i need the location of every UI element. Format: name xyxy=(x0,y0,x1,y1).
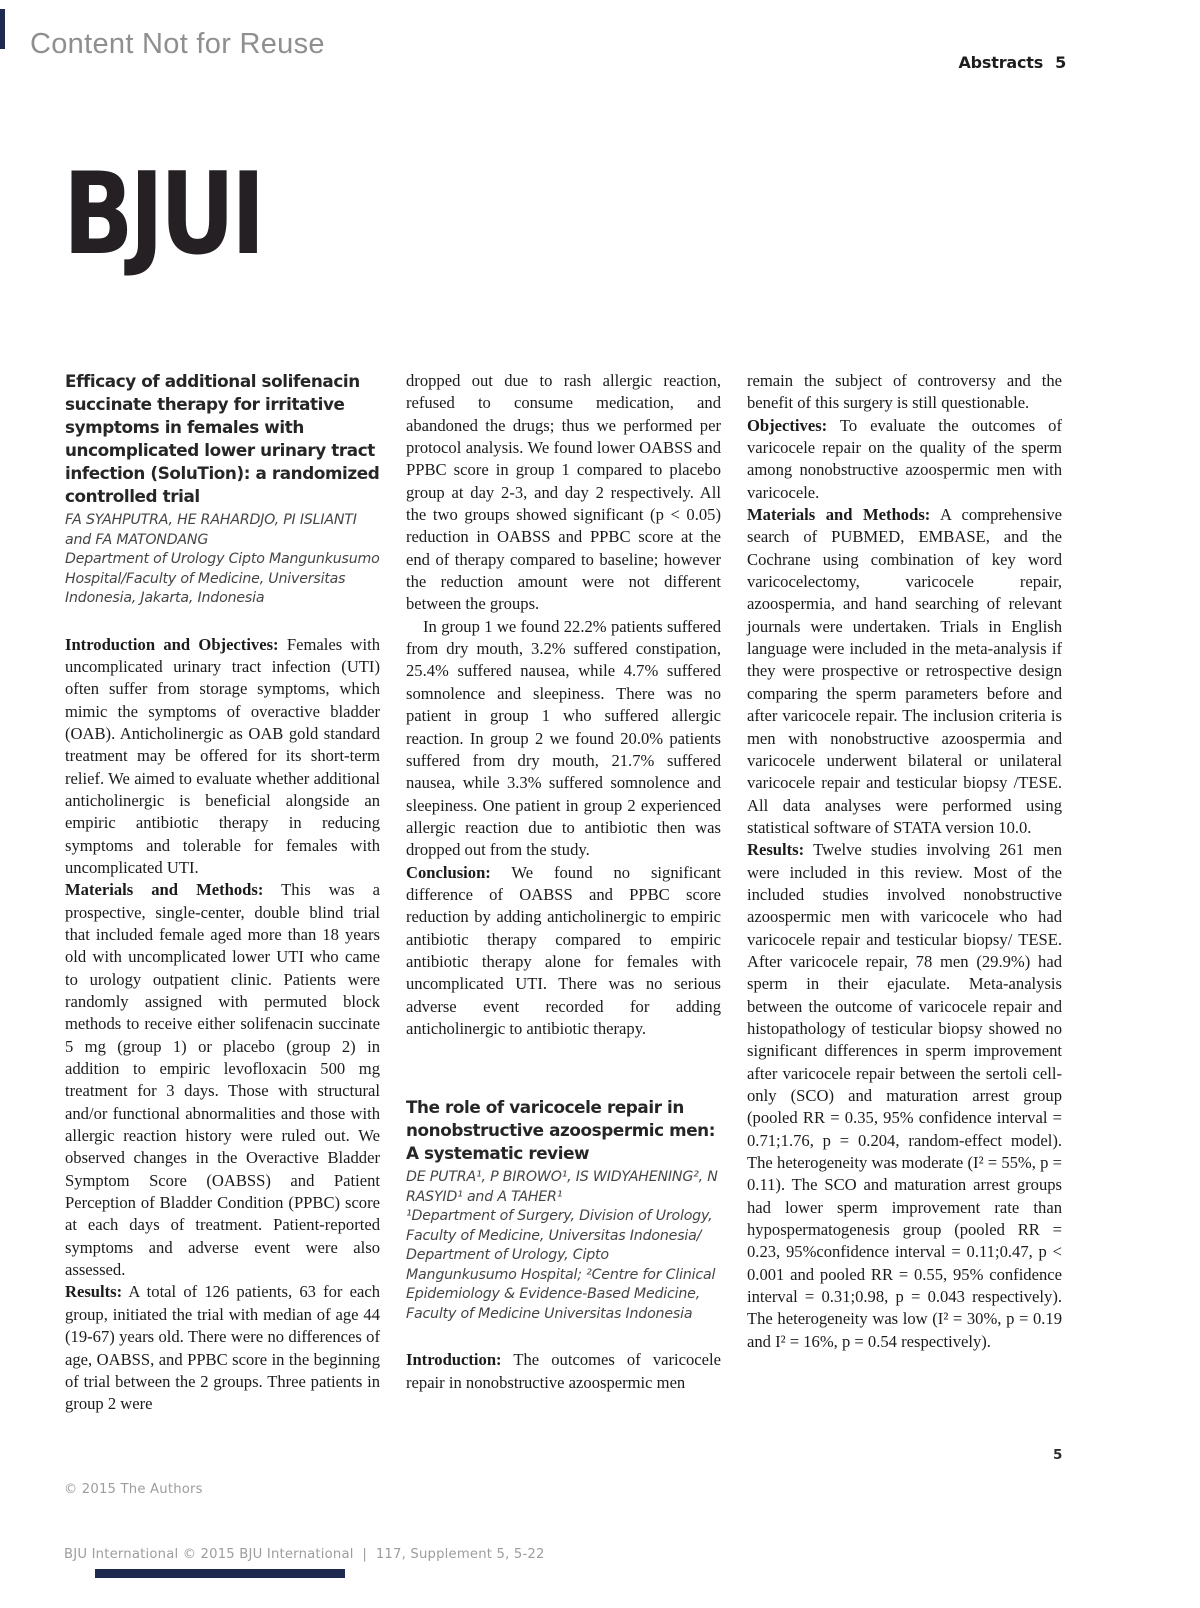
abstract1-column1-text xyxy=(65,634,380,1416)
page-edge-mark-top xyxy=(0,9,5,49)
abstract-paragraph: Introduction and Objectives: Females with uncomplicated urinary tract infection (UTI) often suffer from storage symptoms, which mimic the symptoms of overactive bladder (OAB). Anticholinergic as OAB gold standard treatment may be offered for its short-term relief. We aimed to evaluate whether additional anticholinergic is beneficial alongside an empiric antibiotic therapy in reducing symptoms and tolerable for females with uncomplicated UTI. xyxy=(65,634,380,877)
section-label: Introduction and Objectives: xyxy=(65,634,279,654)
section-label: Introduction: xyxy=(406,1350,502,1370)
section-label: Objectives: xyxy=(747,415,828,435)
abstract-paragraph: Results: Twelve studies involving 261 men were included in this review. Most of the included studies involved nonobstructive azoospermic men with varicocele who had varicocele repair and testicular biopsy/ TESE. After varicocele repair, 78 men (29.9%) had sperm in their ejaculate. Meta-analysis between the outcome of varicocele repair and histopathology of testicular biopsy showed no significant differences in sperm improvement after varicocele repair between the sertoli cell-only (SCO) and maturation arrest group (pooled RR = 0.35, 95% confidence interval = 0.71;1.76, p = 0.204, random-effect model). The heterogeneity was moderate (I² = 55%, p = 0.11). The SCO and maturation arrest groups had lower sperm improvement rate than hypospermatogenesis group (pooled RR = 0.23, 95%confidence interval = 0.11;0.47, p < 0.001 and pooled RR = 0.55, 95% confidence interval = 0.31;0.98, p = 0.043 respectively). The heterogeneity was low (I² = 30%, p = 0.19 and I² = 16%, p = 0.54 respectively). xyxy=(747,840,1062,1351)
abstract-paragraph: Introduction: The outcomes of varicocele repair in nonobstructive azoospermic men xyxy=(406,1350,721,1392)
abstract2-authors: DE PUTRA¹, P BIROWO¹, IS WIDYAHENING², N RASYID¹ and A TAHER¹ xyxy=(406,1169,718,1205)
abstract-paragraph: dropped out due to rash allergic reaction, refused to consume medication, and abandoned the drugs; thus we performed per protocol analysis. We found lower OABSS and PPBC score in group 1 compared to placebo group at day 2-3, and day 2 respectively. All the two groups showed significant (p < 0.05) reduction in OABSS and PPBC score at the end of therapy compared to baseline; however the reduction amount were not different between the groups. xyxy=(406,371,721,614)
inter-abstract-gap xyxy=(406,1040,721,1096)
section-label: Conclusion: xyxy=(406,862,491,882)
abstract2-column3-text xyxy=(747,370,1062,1353)
abstract2-column2-text xyxy=(406,1349,721,1394)
abstract-paragraph: Materials and Methods: This was a prospective, single-center, double blind trial that included female aged more than 18 years old with uncomplicated lower UTI who came to urology outpatient clinic. Patients were randomly assigned with permuted block methods to receive either solifenacin succinate 5 mg (group 1) or placebo (group 2) in addition to empiric levofloxacin 500 mg treatment for 3 days. Those with structural and/or functional abnormalities and those with allergic reaction history were ruled out. We observed changes in the Overactive Bladder Symptom Score (OABSS) and Patient Perception of Bladder Condition (PPBC) score at each days of treatment. Patient-reported symptoms and adverse event were also assessed. xyxy=(65,880,380,1280)
abstracts-columns xyxy=(65,370,1062,1416)
page-number: 5 xyxy=(1053,1447,1063,1463)
section-label: Materials and Methods: xyxy=(65,880,264,900)
abstract-paragraph: Results: A total of 126 patients, 63 for each group, initiated the trial with median of age 44 (19-67) years old. There were no differences of age, OABSS, and PPBC score in the beginning of trial between the 2 groups. Three patients in group 2 were xyxy=(65,1282,380,1414)
abstract1-authors: FA SYAHPUTRA, HE RAHARDJO, PI ISLIANTI and FA MATONDANG xyxy=(65,512,357,548)
column-1 xyxy=(65,370,380,1416)
section-label: Results: xyxy=(65,1282,123,1302)
abstract-paragraph: In group 1 we found 22.2% patients suffered from dry mouth, 3.2% suffered constipation, 25.4% suffered nausea, while 4.7% suffered somnolence and sleepiness. There was no patient in group 1 who suffered allergic reaction. In group 2 we found 20.0% patients suffered from dry mouth, 21.7% suffered nausea, while 3.3% suffered somnolence and sleepiness. One patient in group 2 experienced allergic reaction due to antibiotic then was dropped out from the study. xyxy=(406,616,721,860)
abstract1-title: Efficacy of additional solifenacin succinate therapy for irritative symptoms in females with uncomplicated lower urinary tract infection (SoluTion): a randomized controlled trial xyxy=(65,371,380,506)
running-head xyxy=(959,53,1067,72)
column-3 xyxy=(747,370,1062,1416)
abstract-paragraph: Objectives: To evaluate the outcomes of varicocele repair on the quality of the sperm among nonobstructive azoospermic men with varicocele. xyxy=(747,415,1062,502)
copyright-line: © 2015 The Authors xyxy=(64,1482,203,1497)
abstract2-title: The role of varicocele repair in nonobstructive azoospermic men: A systematic review xyxy=(406,1097,716,1164)
running-head-label: Abstracts xyxy=(958,53,1044,72)
abstract1-affiliation: Department of Urology Cipto Mangunkusumo Hospital/Faculty of Medicine, Universitas Indonesia, Jakarta, Indonesia xyxy=(65,551,380,606)
watermark: Content Not for Reuse xyxy=(30,28,325,60)
section-label: Materials and Methods: xyxy=(747,505,931,525)
running-head-page: 5 xyxy=(1055,53,1066,72)
bjui-logo: BJUI xyxy=(63,148,262,280)
page-edge-bar-bottom xyxy=(95,1569,345,1578)
abstract1-column2-text xyxy=(406,370,721,1040)
abstract-paragraph: Materials and Methods: A comprehensive search of PUBMED, EMBASE, and the Cochrane using combination of key word varicocelectomy, varicocele repair, azoospermia, and hand searching of relevant journals were undertaken. Trials in English language were included in the meta-analysis if they were prospective or retrospective design comparing the sperm parameters before and after varicocele repair. The inclusion criteria is men with nonobstructive azoospermia and varicocele underwent bilateral or unilateral varicocele repair and testicular biopsy /TESE. All data analyses were performed using statistical software of STATA version 10.0. xyxy=(747,505,1062,837)
page-footer xyxy=(64,1436,545,1608)
abstract-paragraph: Conclusion: We found no significant difference of OABSS and PPBC score reduction by adding anticholinergic to empiric antibiotic therapy compared to empiric antibiotic therapy alone for females with uncomplicated UTI. There was no serious adverse event recorded for adding anticholinergic to antibiotic therapy. xyxy=(406,862,721,1038)
column-2 xyxy=(406,370,721,1416)
section-label: Results: xyxy=(747,840,805,860)
abstract2-affiliation: ¹Department of Surgery, Division of Urology, Faculty of Medicine, Universitas Indonesia/ Department of Urology, Cipto Mangunkusumo Hospital; ²Centre for Clinical Epidemiology & Evidence-Based Medicine, Faculty of Medicine Universitas Indonesia xyxy=(406,1208,716,1322)
journal-citation-line: BJU International © 2015 BJU International | 117, Supplement 5, 5-22 xyxy=(64,1546,545,1562)
abstract-paragraph: remain the subject of controversy and the benefit of this surgery is still questionable. xyxy=(747,371,1062,413)
